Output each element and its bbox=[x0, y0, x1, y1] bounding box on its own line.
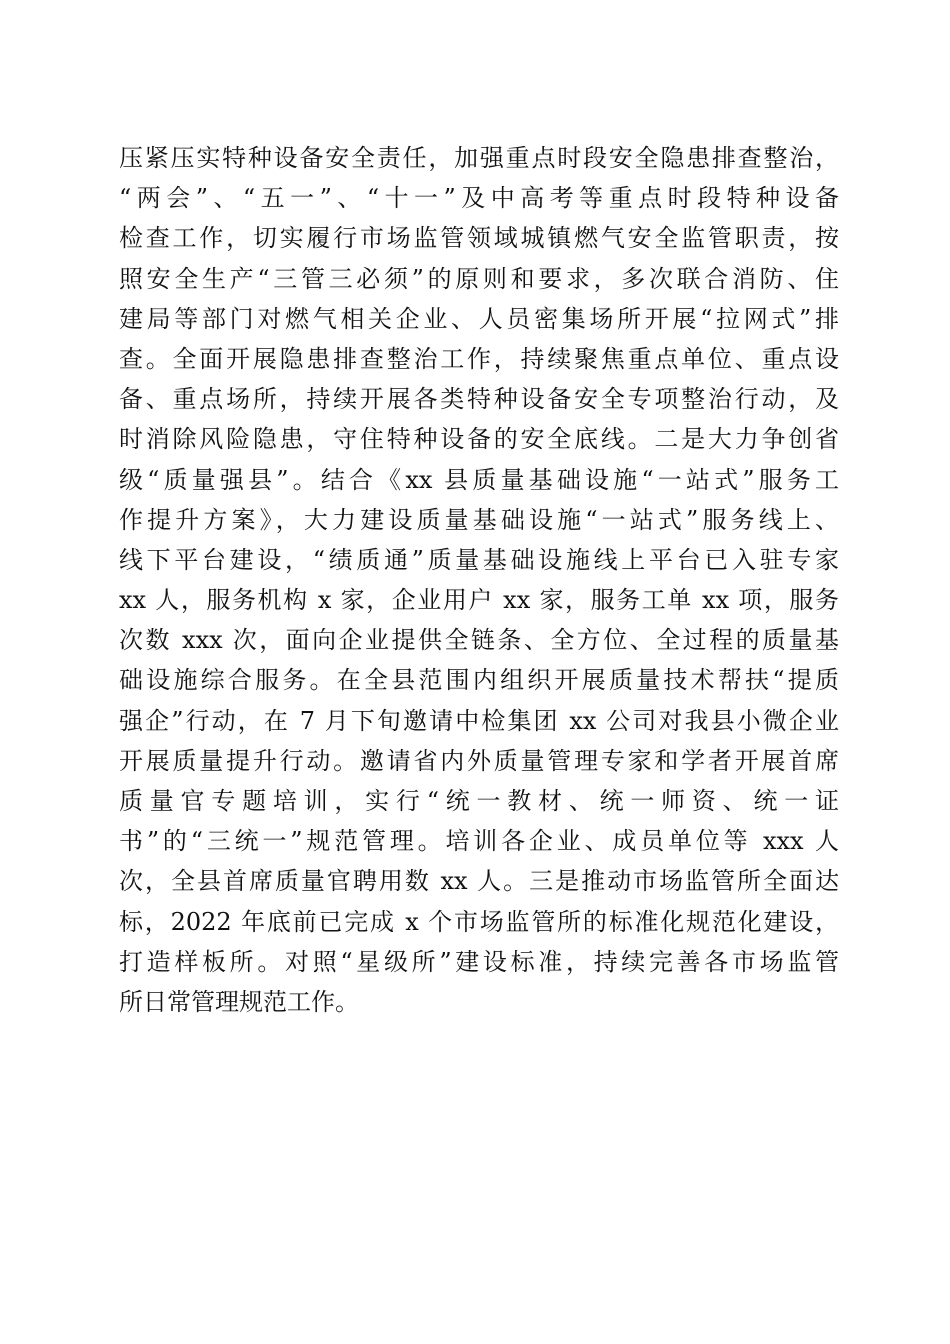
text-line: 检查工作，切实履行市场监管领域城镇燃气安全监管职责，按 bbox=[119, 224, 839, 253]
text-line: 查。全面开展隐患排查整治工作，持续聚焦重点单位、重点设 bbox=[119, 344, 839, 373]
text-line: 所日常管理规范工作。 bbox=[119, 987, 359, 1016]
text-line: 次，全县首席质量官聘用数 xx 人。三是推动市场监管所全面达 bbox=[119, 867, 839, 896]
text-line: 级“质量强县”。结合《xx 县质量基础设施“一站式”服务工 bbox=[119, 465, 839, 494]
text-line: “两会”、“五一”、“十一”及中高考等重点时段特种设备 bbox=[119, 184, 839, 213]
text-line: xx 人，服务机构 x 家，企业用户 xx 家，服务工单 xx 项，服务 bbox=[119, 586, 839, 615]
text-line: 标，2022 年底前已完成 x 个市场监管所的标准化规范化建设， bbox=[119, 907, 839, 936]
text-line: 备、重点场所，持续开展各类特种设备安全专项整治行动，及 bbox=[119, 385, 839, 414]
text-line: 时消除风险隐患，守住特种设备的安全底线。二是大力争创省 bbox=[119, 425, 839, 454]
text-line: 打造样板所。对照“星级所”建设标准，持续完善各市场监管 bbox=[119, 947, 839, 976]
text-line: 强企”行动，在 7 月下旬邀请中检集团 xx 公司对我县小微企业 bbox=[119, 706, 839, 735]
body-paragraph bbox=[119, 138, 839, 1022]
text-line: 作提升方案》，大力建设质量基础设施“一站式”服务线上、 bbox=[119, 505, 839, 534]
text-line: 压紧压实特种设备安全责任，加强重点时段安全隐患排查整治， bbox=[119, 144, 839, 172]
text-line: 开展质量提升行动。邀请省内外质量管理专家和学者开展首席 bbox=[119, 746, 839, 775]
text-line: 次数 xxx 次，面向企业提供全链条、全方位、全过程的质量基 bbox=[119, 626, 839, 655]
text-line: 建局等部门对燃气相关企业、人员密集场所开展“拉网式”排 bbox=[119, 304, 839, 333]
text-line: 书”的“三统一”规范管理。培训各企业、成员单位等 xxx 人 bbox=[119, 827, 839, 856]
text-line: 照安全生产“三管三必须”的原则和要求，多次联合消防、住 bbox=[119, 264, 839, 293]
text-line: 线下平台建设，“绩质通”质量基础设施线上平台已入驻专家 bbox=[119, 545, 839, 574]
text-line: 质量官专题培训，实行“统一教材、统一师资、统一证 bbox=[119, 787, 839, 815]
text-line: 础设施综合服务。在全县范围内组织开展质量技术帮扶“提质 bbox=[119, 666, 839, 695]
